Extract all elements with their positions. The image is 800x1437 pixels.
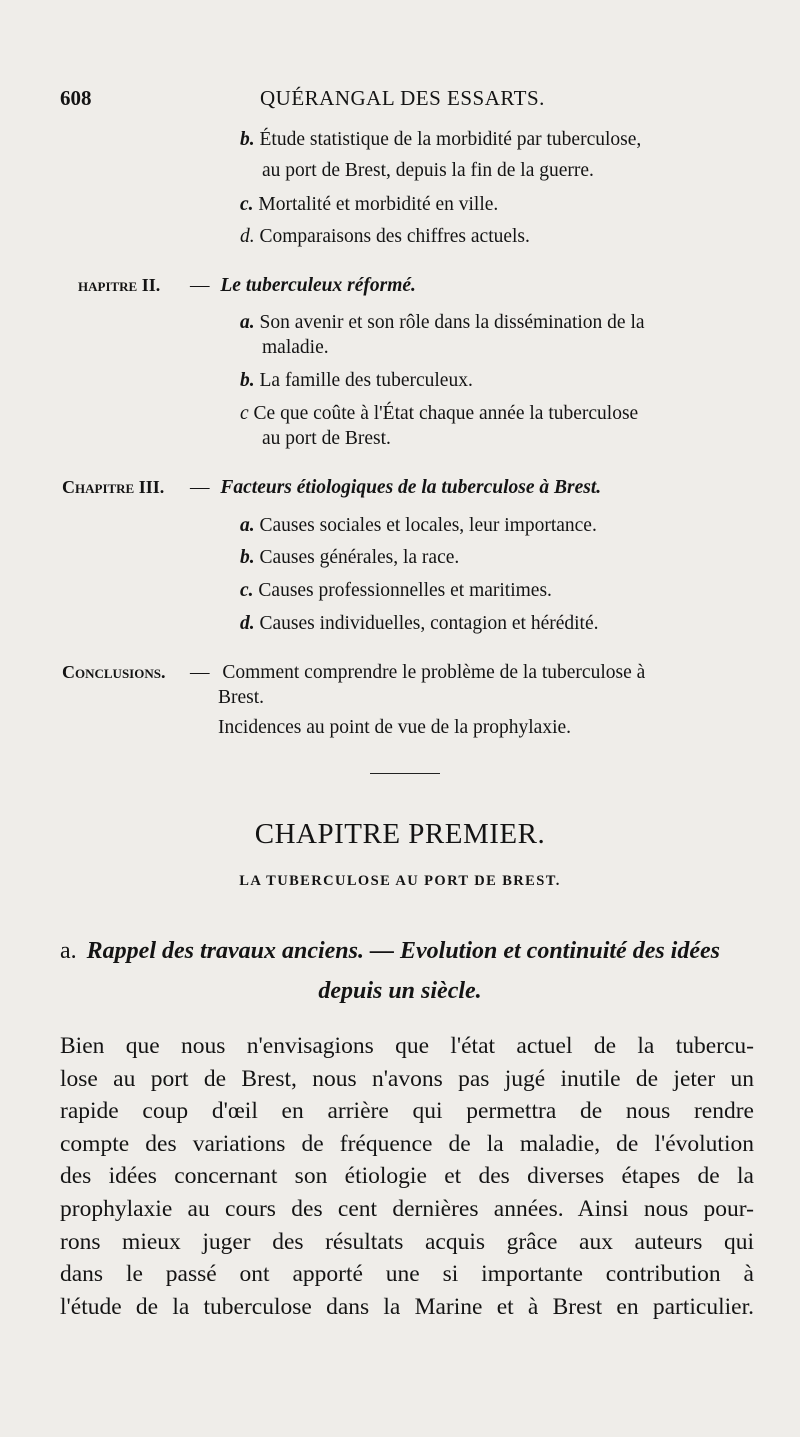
item-letter: c xyxy=(240,403,249,424)
item-letter: b. xyxy=(240,547,255,568)
body-line: rapide coup d'œil en arrière qui permettra de nous rendre xyxy=(60,1098,754,1125)
toc-item xyxy=(240,513,597,539)
toc-item xyxy=(240,611,599,637)
item-text: maladie. xyxy=(262,337,329,358)
chapter-2-title-line xyxy=(190,273,416,299)
item-text: Étude statistique de la morbidité par tuberculose, xyxy=(259,129,642,150)
section-letter: a. xyxy=(60,938,77,964)
dash: — xyxy=(190,477,210,498)
item-letter: a. xyxy=(240,515,255,536)
item-text: La famille des tuberculeux. xyxy=(259,370,473,391)
body-line: rons mieux juger des résultats acquis grâce aux auteurs qui xyxy=(60,1228,754,1255)
body-line: dans le passé ont apporté une si importante contribution à xyxy=(60,1261,754,1288)
item-text: Mortalité et morbidité en ville. xyxy=(258,194,499,215)
item-letter: b. xyxy=(240,370,255,391)
body-line: des idées concernant son étiologie et des diverses étapes de la xyxy=(60,1163,754,1190)
section-heading-line-2: depuis un siècle. xyxy=(318,978,482,1004)
chapter-3-label: Chapitre III. xyxy=(62,477,165,497)
item-text: Causes sociales et locales, leur importance. xyxy=(259,515,597,536)
chapter-title: CHAPITRE PREMIER. xyxy=(254,818,546,850)
running-title: QUÉRANGAL DES ESSARTS. xyxy=(260,86,545,110)
item-letter: a. xyxy=(240,312,255,333)
item-text: Son avenir et son rôle dans la dissémination de la xyxy=(259,312,645,333)
item-text: Causes professionnelles et maritimes. xyxy=(258,580,552,601)
toc-item xyxy=(240,578,552,604)
conclusions-line xyxy=(190,660,645,686)
body-line: prophylaxie au cours des cent dernières années. Ainsi nous pour- xyxy=(60,1195,754,1222)
body-line: lose au port de Brest, nous n'avons pas jugé inutile de jeter un xyxy=(60,1065,754,1092)
toc-item xyxy=(240,310,645,336)
item-text: Causes individuelles, contagion et hérédité. xyxy=(259,613,599,634)
chapter-2-title: Le tuberculeux réformé. xyxy=(220,275,416,296)
toc-item-continuation xyxy=(262,426,391,452)
section-heading-line-1 xyxy=(60,938,720,965)
body-paragraph xyxy=(60,1030,754,1323)
conclusions-continuation xyxy=(218,685,264,711)
toc-item xyxy=(240,192,498,218)
item-text: au port de Brest, depuis la fin de la guerre. xyxy=(262,160,594,181)
dash: — xyxy=(190,662,210,683)
toc-item xyxy=(240,545,459,571)
item-letter: c. xyxy=(240,580,254,601)
running-header xyxy=(60,86,760,118)
dash: — xyxy=(190,275,210,296)
toc-item xyxy=(240,224,530,250)
conclusions-line xyxy=(218,715,571,741)
toc-item xyxy=(240,127,641,153)
item-text: Causes générales, la race. xyxy=(259,547,460,568)
toc-item-continuation xyxy=(262,158,594,184)
item-text: Ce que coûte à l'État chaque année la tuberculose xyxy=(253,403,639,424)
body-line: compte des variations de fréquence de la maladie, de l'évolution xyxy=(60,1130,754,1157)
item-letter: c. xyxy=(240,194,254,215)
chapter-2-label: hapitre II. xyxy=(78,275,161,295)
body-line: l'étude de la tuberculose dans la Marine et à Brest en particulier. xyxy=(60,1293,754,1320)
conclusions-label: Conclusions. xyxy=(62,662,166,682)
toc-item xyxy=(240,401,638,427)
chapter-3-title-line xyxy=(190,475,601,501)
item-letter: d. xyxy=(240,613,255,634)
item-text: Comparaisons des chiffres actuels. xyxy=(259,226,530,247)
page-number: 608 xyxy=(60,86,92,110)
conclusions-text: Incidences au point de vue de la prophylaxie. xyxy=(218,717,572,738)
section-title: Rappel des travaux anciens. — Evolution et continuité des idées xyxy=(86,938,720,964)
item-letter: d. xyxy=(240,226,255,247)
conclusions-text: Brest. xyxy=(218,687,265,708)
item-text: au port de Brest. xyxy=(262,428,391,449)
toc-item-continuation xyxy=(262,335,329,361)
chapter-3-title: Facteurs étiologiques de la tuberculose à Brest. xyxy=(220,477,602,498)
toc-item xyxy=(240,368,473,394)
body-line: Bien que nous n'envisagions que l'état actuel de la tubercu- xyxy=(60,1033,754,1059)
item-letter: b. xyxy=(240,129,255,150)
conclusions-text: Comment comprendre le problème de la tuberculose à xyxy=(222,662,646,683)
separator-rule xyxy=(370,773,440,774)
chapter-subtitle: LA TUBERCULOSE AU PORT DE BREST. xyxy=(239,873,561,889)
